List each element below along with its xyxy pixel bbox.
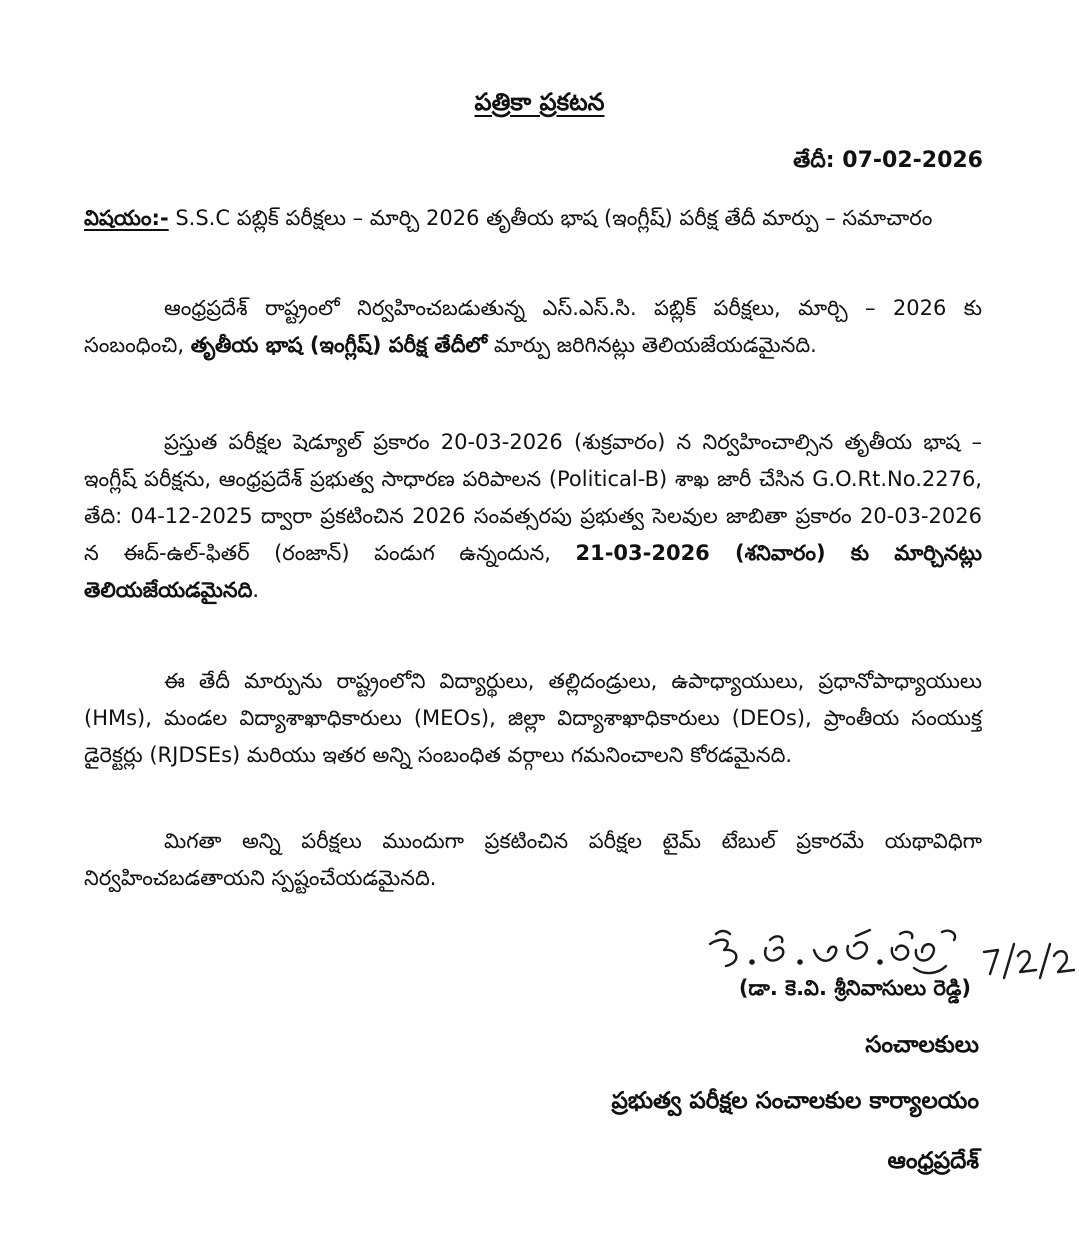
subject-text: S.S.C పబ్లిక్ పరీక్షలు – మార్చి 2026 తృతీయ భాష (ఇంగ్లీష్) పరీక్ష తేదీ మార్పు – సమాచారం — [168, 206, 933, 230]
para1-text-c: మార్పు జరిగినట్లు తెలియజేయడమైనది. — [487, 333, 817, 357]
paragraph-stakeholders: ఈ తేదీ మార్పును రాష్ట్రంలోని విద్యార్థులు, తల్లిదండ్రులు, ఉపాధ్యాయులు, ప్రధానోపాధ్యాయులు (HMs), మండల విద్యాశాఖాధికారులు (MEOs), జిల్లా విద్యాశాఖాధికారులు (DEOs), ప్రాంతీయ సంయుక్త డైరెక్టర్లు (RJDSEs) మరియు ఇతర అన్ని సంబంధిత వర్గాలు గమనించాలని కోరడమైనది. — [84, 669, 982, 767]
para2-text-a: ప్రస్తుత పరీక్షల షెడ్యూల్ ప్రకారం 20-03-2026 (శుక్రవారం) న నిర్వహించాల్సిన తృతీయ భాష – ఇంగ్లీష్ పరీక్షను, ఆంధ్రప్రదేశ్ ప్రభుత్వ సాధారణ పరిపాలన (Political-B) శాఖ జారీ చేసిన G.O.Rt.No.2276, తేది: 04-12-2025 ద్వారా ప్రకటించిన 2026 సంవత్సరపు ప్రభుత్వ సెలవుల జాబితా ప్రకారం 20-03-2026 న ఈద్-ఉల్-ఫితర్ (రంజాన్) పండుగ ఉన్నందున, — [84, 430, 982, 565]
subject-line — [84, 200, 982, 237]
release-date — [793, 148, 983, 178]
signatory-state: ఆంధ్రప్రదేశ్ — [887, 1148, 979, 1174]
para1-bold: తృతీయ భాష (ఇంగ్లీష్) పరీక్ష తేదీలో — [190, 333, 488, 357]
page-title: పత్రికా ప్రకటన — [474, 88, 605, 116]
paragraph-other-exams: మిగతా అన్ని పరీక్షలు ముందుగా ప్రకటించిన పరీక్షల టైమ్ టేబుల్ ప్రకారమే యథావిధిగా నిర్వహించబడతాయని స్పష్టంచేయడమైనది. — [84, 829, 982, 890]
paragraph-schedule-details — [84, 424, 982, 609]
signatory-office: ప్రభుత్వ పరీక్షల సంచాలకుల కార్యాలయం — [611, 1088, 979, 1114]
para2-bold-new-date: 21-03-2026 (శనివారం) కు మార్చినట్లు తెలియజేయడమైనది — [84, 541, 982, 602]
signatory-designation: సంచాలకులు — [865, 1032, 979, 1058]
para1-text-a: ఆంధ్రప్రదేశ్ రాష్ట్రంలో నిర్వహించబడుతున్న ఎస్.ఎస్.సి. పబ్లిక్ పరీక్షలు, మార్చి – 2026 కు సంబంధించి, — [84, 296, 982, 357]
subject-label: విషయం:- — [84, 206, 169, 230]
date-label: తేదీ: — [793, 148, 835, 173]
signatory-name: (డా. కె.వి. శ్రీనివాసులు రెడ్డి) — [738, 976, 971, 1000]
para2-text-c: . — [252, 578, 260, 602]
paragraph-change-notice — [84, 290, 982, 364]
date-value: 07-02-2026 — [842, 148, 983, 173]
